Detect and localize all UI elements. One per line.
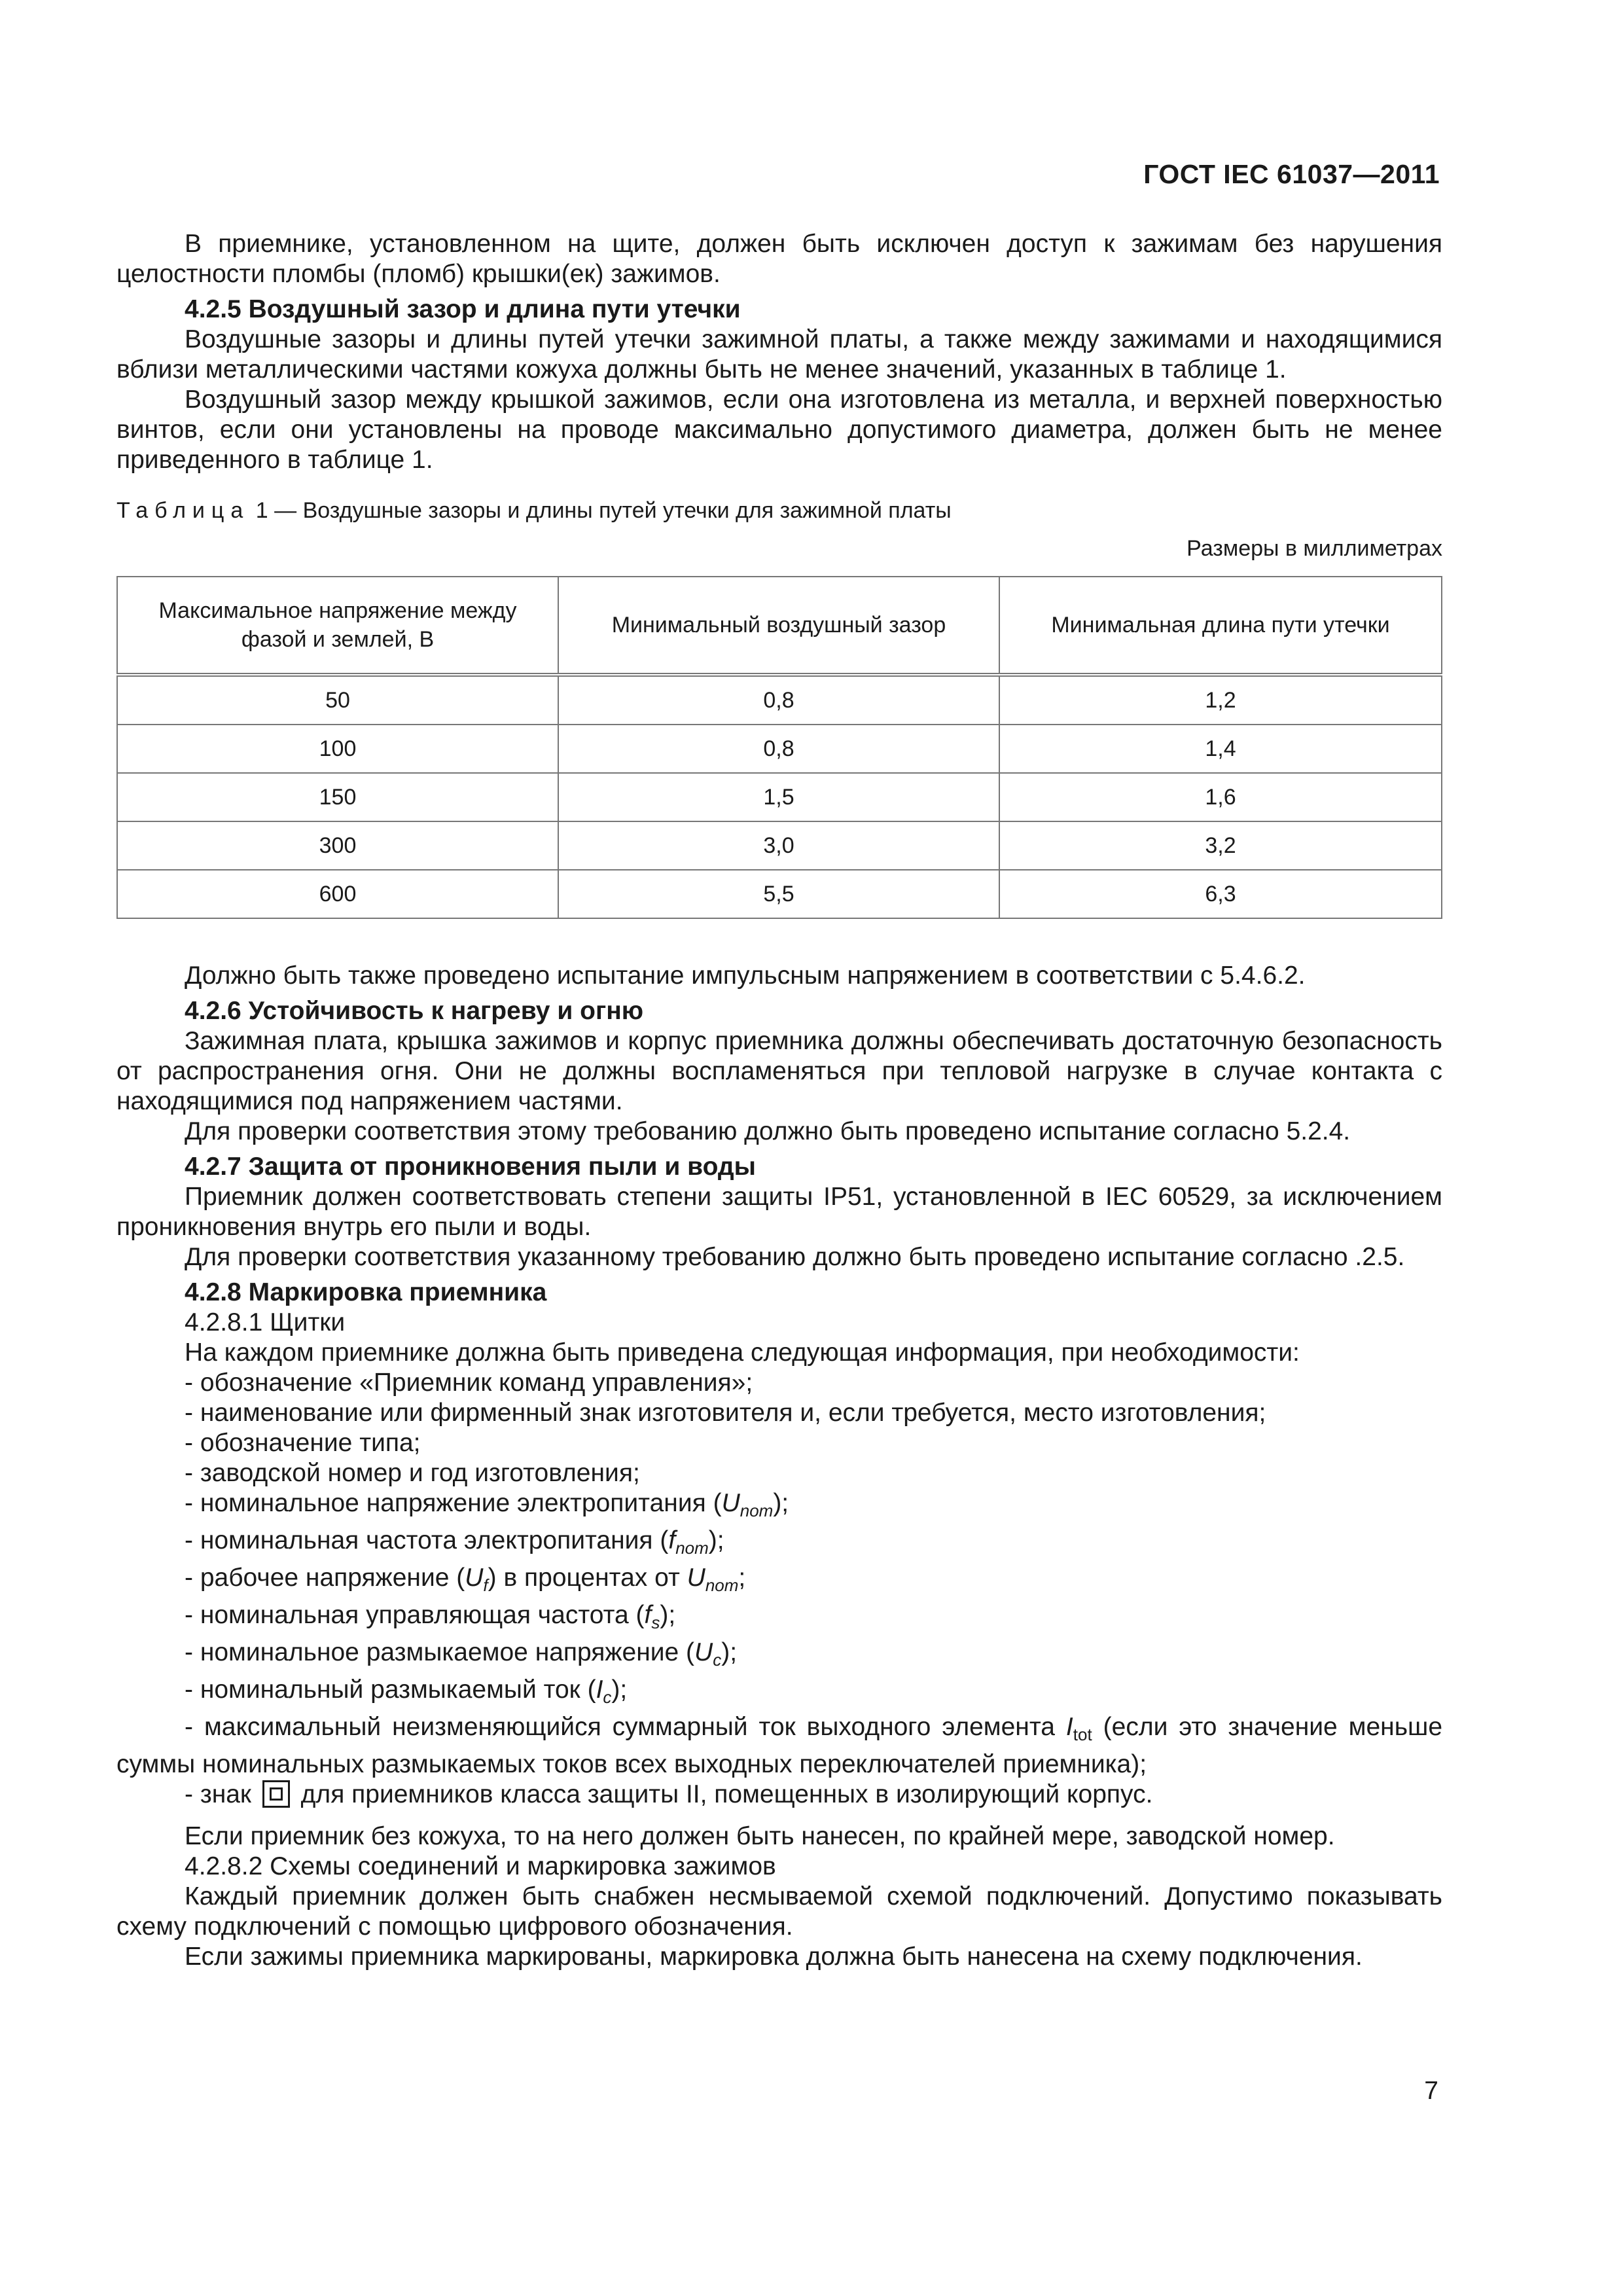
double-insulation-icon	[262, 1780, 290, 1808]
table-cell: 300	[117, 821, 558, 870]
table-row	[117, 870, 1442, 918]
section-4-2-5-heading: 4.2.5 Воздушный зазор и длина пути утечки	[185, 295, 741, 323]
list-item: - знак для приемников класса защиты II, помещенных в изолирующий корпус.	[185, 1780, 1153, 1808]
section-4-2-7-paragraph-2: Для проверки соответствия указанному требованию должно быть проведено испытание согласно .2.5.	[185, 1243, 1405, 1271]
table-row	[117, 821, 1442, 870]
section-4-2-6-paragraph-2: Для проверки соответствия этому требованию должно быть проведено испытание согласно 5.2.4.	[185, 1117, 1351, 1145]
table-cell: 1,6	[999, 773, 1442, 821]
no-case-paragraph: Если приемник без кожуха, то на него должен быть нанесен, по крайней мере, заводской номер.	[185, 1822, 1335, 1850]
section-4-2-5-paragraph-1: Воздушные зазоры и длины путей утечки зажимной платы, а также между зажимами и находящимися вблизи металлическими частями кожуха должны быть не менее значений, указанных в таблице 1.	[116, 325, 1442, 384]
table-cell: 3,2	[999, 821, 1442, 870]
scheme-paragraph: Каждый приемник должен быть снабжен несмываемой схемой подключений. Допустимо показывать схему подключений с помощью цифрового обозначения.	[116, 1882, 1442, 1941]
table-cell: 150	[117, 773, 558, 821]
table-cell: 100	[117, 725, 558, 773]
table-header-cell: Минимальная длина пути утечки	[999, 577, 1442, 675]
clearance-table	[116, 576, 1442, 919]
table-cell: 1,4	[999, 725, 1442, 773]
table-cell: 1,2	[999, 675, 1442, 725]
list-item: - номинальное размыкаемое напряжение $(U_c)$;	[185, 1638, 738, 1670]
table-cell: 1,5	[558, 773, 999, 821]
table-cell: 0,8	[558, 725, 999, 773]
table-units: Размеры в миллиметрах	[1186, 536, 1442, 561]
intro-paragraph: В приемнике, установленном на щите, должен быть исключен доступ к зажимам без нарушения целостности пломбы (пломб) крышки(ек) зажимов.	[116, 230, 1442, 288]
section-4-2-6-paragraph-1: Зажимная плата, крышка зажимов и корпус приемника должны обеспечивать достаточную безопасность от распространения огня. Они не должны воспламеняться при тепловой нагрузке в случае контакта с находящимися под напряжением частями.	[116, 1027, 1442, 1115]
marking-lead-paragraph: На каждом приемнике должна быть приведена следующая информация, при необходимости:	[185, 1338, 1300, 1367]
standard-designation: ГОСТ IEC 61037—2011	[1143, 159, 1440, 189]
table-cell: 3,0	[558, 821, 999, 870]
list-item: - рабочее напряжение $(U_f)$ в процентах от $U_{nom}$;	[185, 1564, 746, 1595]
table-row	[117, 675, 1442, 725]
section-4-2-8-heading: 4.2.8 Маркировка приемника	[185, 1278, 547, 1306]
list-item: - максимальный неизменяющийся суммарный ток выходного элемента $I_{tot}$ (если это значение меньше суммы номинальных размыкаемых токов всех выходных переключателей приемника);	[116, 1713, 1443, 1778]
section-4-2-6-heading: 4.2.6 Устойчивость к нагреву и огню	[185, 997, 644, 1025]
section-4-2-7-paragraph-1: Приемник должен соответствовать степени защиты IP51, установленной в IEC 60529, за исключением проникновения внутрь его пыли и воды.	[116, 1183, 1442, 1241]
table-caption-word: Таблица	[116, 498, 250, 523]
page-content	[116, 229, 1442, 1972]
table-cell: 6,3	[999, 870, 1442, 918]
section-4-2-5-paragraph-2: Воздушный зазор между крышкой зажимов, если она изготовлена из металла, и верхней поверхностью винтов, если они установлены на проводе максимально допустимого диаметра, должен быть не менее приведенного в таблице 1.	[116, 386, 1442, 474]
page-number: 7	[1424, 2077, 1438, 2105]
list-item: - номинальное напряжение электропитания $(U_{nom})$;	[185, 1489, 789, 1520]
impulse-test-paragraph: Должно быть также проведено испытание импульсным напряжением в соответствии с 5.4.6.2.	[185, 961, 1306, 990]
table-caption	[116, 497, 1442, 524]
table-header-cell: Минимальный воздушный зазор	[558, 577, 999, 675]
table-cell: 600	[117, 870, 558, 918]
list-item: - номинальная управляющая частота $(f_s)$;	[185, 1601, 676, 1632]
list-item: - номинальный размыкаемый ток $(I_c)$;	[185, 1676, 628, 1707]
table-row	[117, 773, 1442, 821]
list-item: - наименование или фирменный знак изготовителя и, если требуется, место изготовления;	[185, 1399, 1266, 1427]
list-item: - обозначение «Приемник команд управления»;	[185, 1369, 753, 1397]
list-item: - обозначение типа;	[185, 1429, 421, 1457]
list-item: - номинальная частота электропитания $(f_{nom})$;	[185, 1526, 724, 1558]
table-header-cell: Максимальное напряжение между фазой и землей, В	[117, 577, 558, 675]
table-cell: 5,5	[558, 870, 999, 918]
table-row	[117, 725, 1442, 773]
section-4-2-7-heading: 4.2.7 Защита от проникновения пыли и воды	[185, 1153, 756, 1181]
terminal-marking-paragraph: Если зажимы приемника маркированы, маркировка должна быть нанесена на схему подключения.	[185, 1943, 1363, 1971]
table-header-row	[117, 577, 1442, 675]
table-cell: 50	[117, 675, 558, 725]
list-item: - заводской номер и год изготовления;	[185, 1459, 640, 1487]
subsection-4-2-8-1-title: 4.2.8.1 Щитки	[185, 1308, 346, 1336]
subsection-4-2-8-2-title: 4.2.8.2 Схемы соединений и маркировка зажимов	[185, 1852, 776, 1880]
table-cell: 0,8	[558, 675, 999, 725]
table-caption-text: 1 — Воздушные зазоры и длины путей утечки для зажимной платы	[255, 498, 952, 523]
